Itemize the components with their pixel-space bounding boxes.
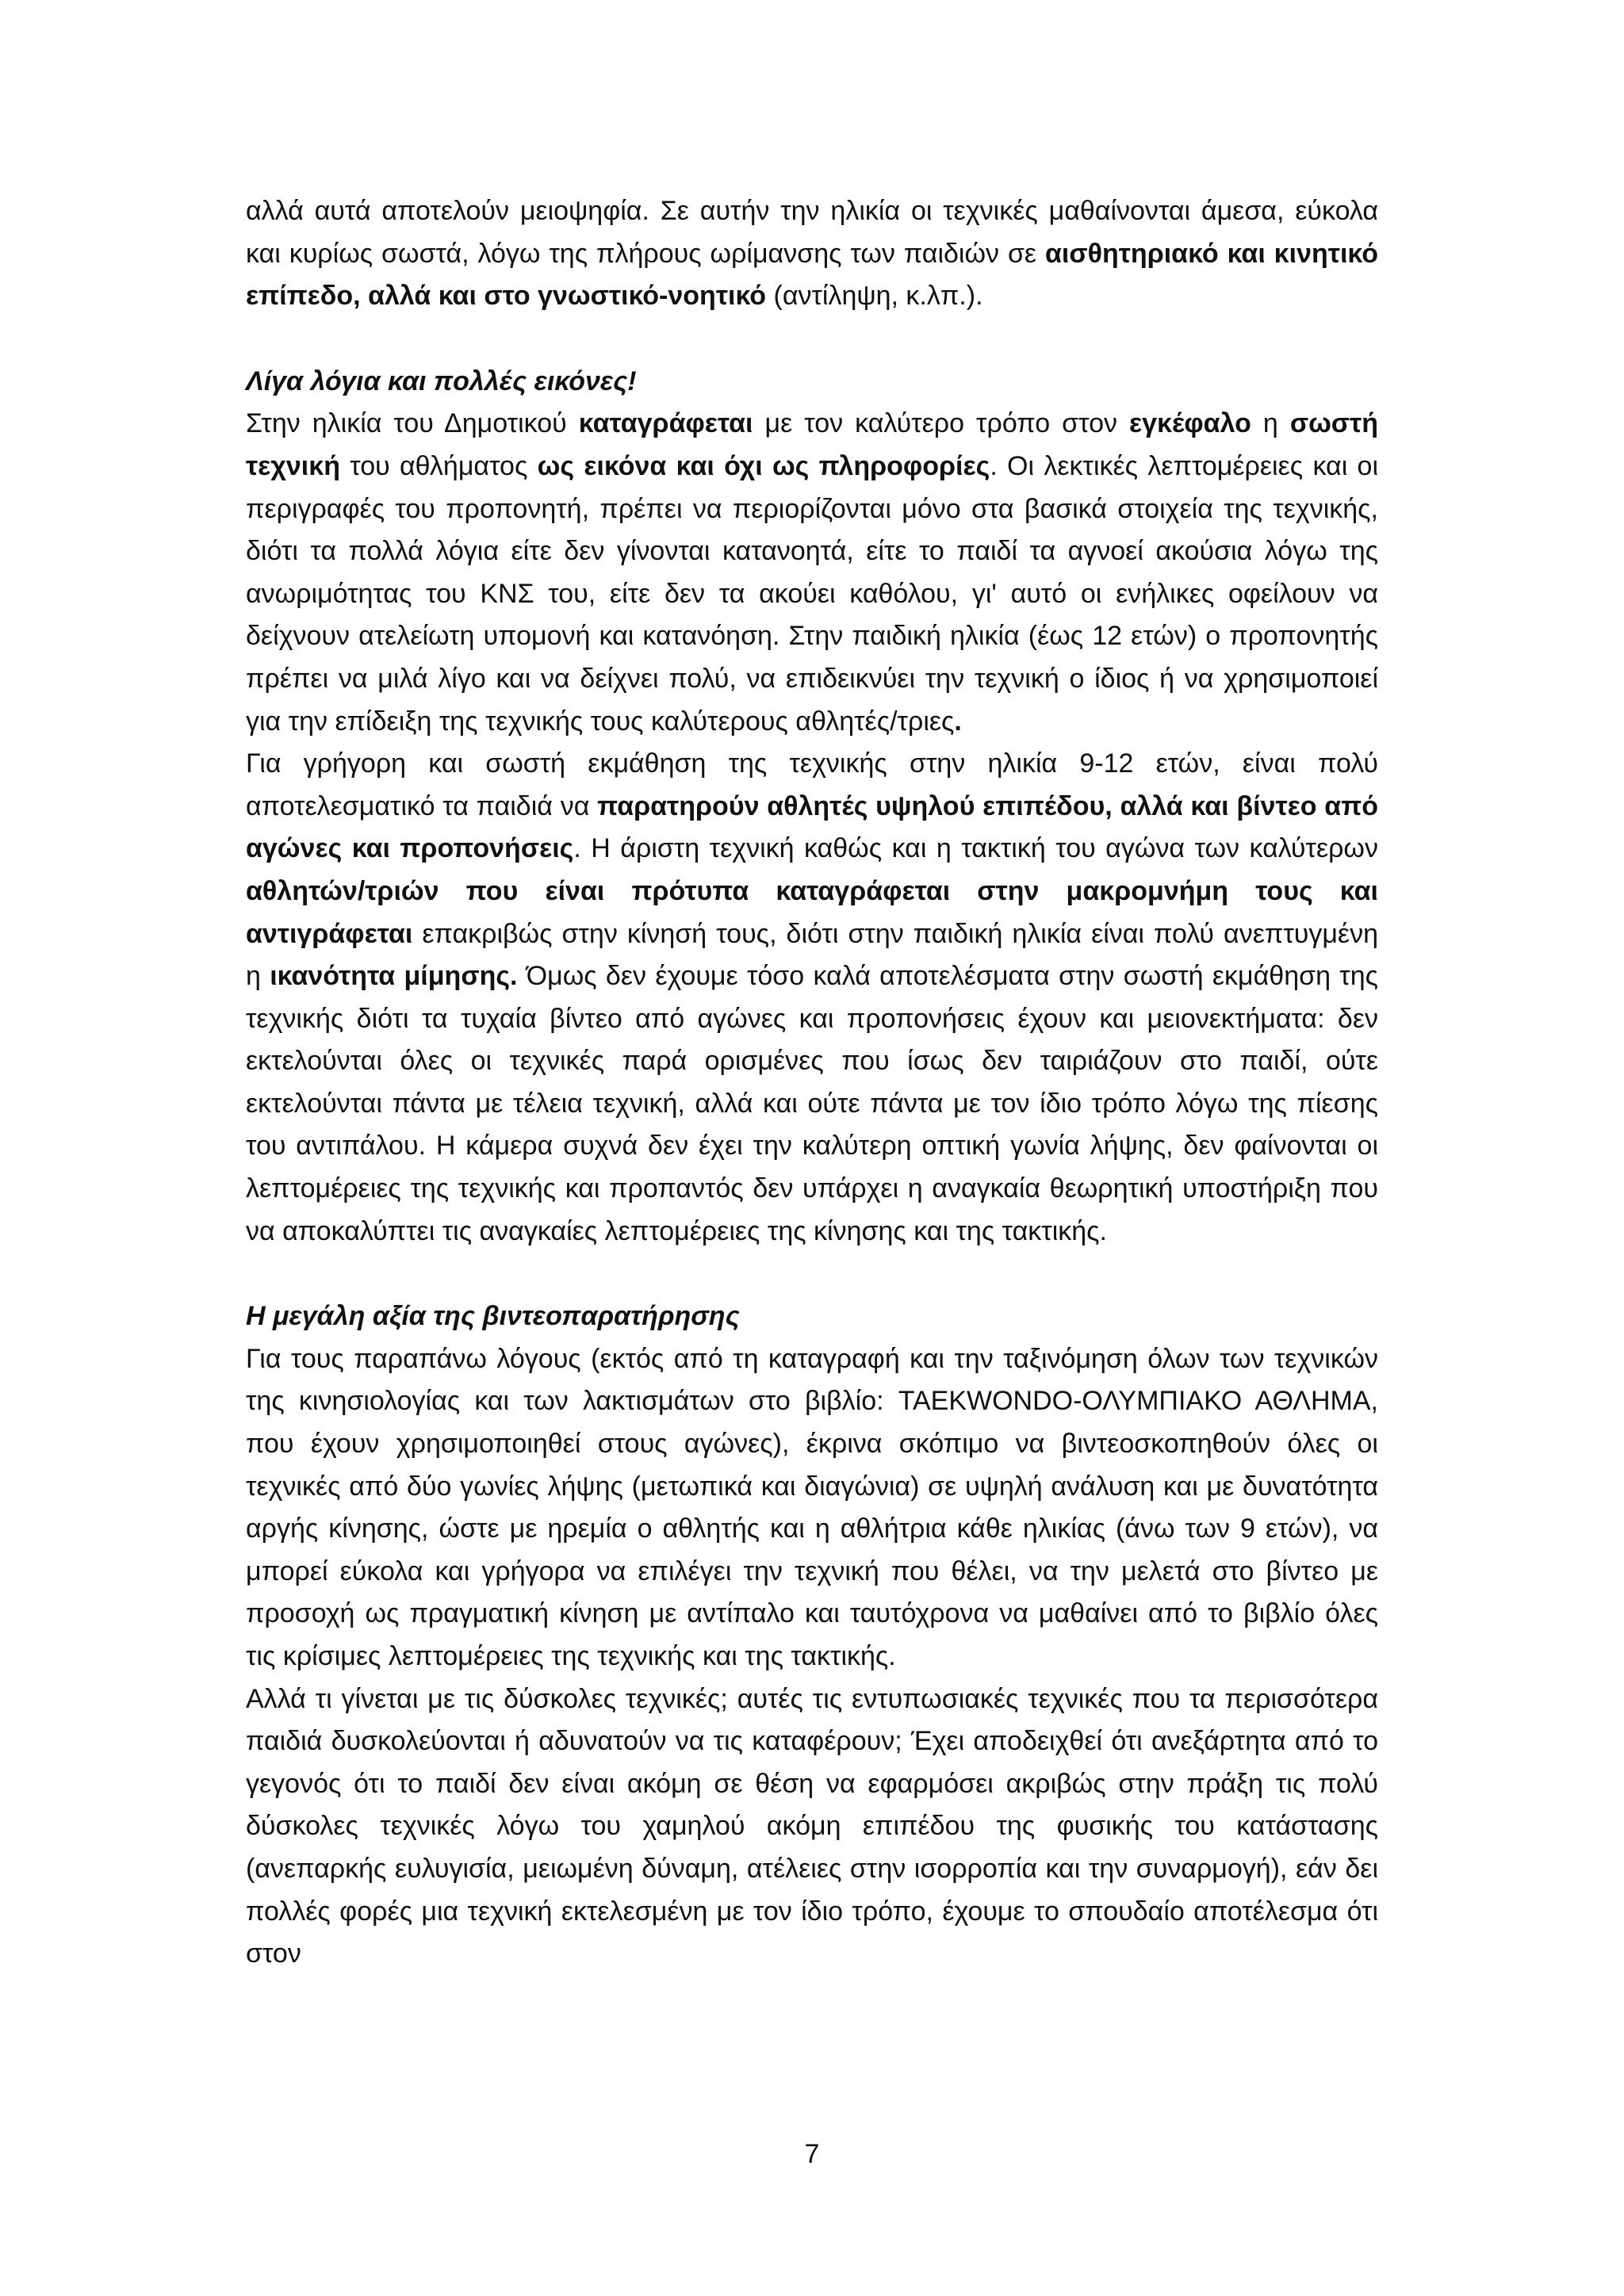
bold-text-run: παρατηρούν αθλητές υψηλού επιπέδου, αλλά και βίντεο από αγώνες και προπονήσεις <box>246 790 1378 864</box>
text-run: (αντίληψη, κ.λπ.). <box>766 281 983 312</box>
bold-text-run: ως εικόνα και όχι ως πληροφορίες <box>537 450 990 481</box>
paragraph-images-1 <box>246 403 1378 743</box>
text-run: . Οι λεκτικές λεπτομέρειες και οι περιγραφές του προπονητή, πρέπει να περιορίζονται μόνο στα βασικά στοιχεία της τεχνικής, διότι τα πολλά λόγια είτε δεν γίνονται κατανοητά, είτε το παιδί τα αγνοεί ακούσια λόγω της ανωριμότητας του ΚΝΣ του, είτε δεν τα ακούει καθόλου, γι' αυτό οι ενήλικες οφείλουν να δείχνουν ατελείωτη υπομονή και κατανόηση. Στην παιδική ηλικία (έως 12 ετών) ο προπονητής πρέπει να μιλά λίγο και να δείχνει πολύ, να επιδεικνύει την τεχνική ο ίδιος ή να χρησιμοποιεί για την επίδειξη της τεχνικής τους καλύτερους αθλητές/τριες <box>246 450 1379 737</box>
bold-text-run: καταγράφεται <box>578 408 753 439</box>
text-run: με τον καλύτερο τρόπο στον <box>753 408 1130 439</box>
text-run: η <box>1251 408 1290 439</box>
paragraph-spacer <box>246 1253 1378 1295</box>
paragraph-images-2 <box>246 743 1378 1253</box>
text-run: Όμως δεν έχουμε τόσο καλά αποτελέσματα στην σωστή εκμάθηση της τεχνικής διότι τα τυχαία βίντεο από αγώνες και προπονήσεις έχουν και μειονεκτήματα: δεν εκτελούνται όλες οι τεχνικές παρά ορισμένες που ίσως δεν ταιριάζουν στο παιδί, ούτε εκτελούνται πάντα με τέλεια τεχνική, αλλά και ούτε πάντα με τον ίδιο τρόπο λόγω της πίεσης του αντιπάλου. Η κάμερα συχνά δεν έχει την καλύτερη οπτική γωνία λήψης, δεν φαίνονται οι λεπτομέρειες της τεχνικής και προπαντός δεν υπάρχει η αναγκαία θεωρητική υποστήριξη που να αποκαλύπτει τις αναγκαίες λεπτομέρειες της κίνησης και της τακτικής. <box>246 961 1379 1246</box>
text-run: επακριβώς στην κίνησή τους, διότι στην παιδική ηλικία είναι πολύ ανεπτυγμένη η <box>246 918 1378 992</box>
bold-text-run: σωστή τεχνική <box>246 408 1378 481</box>
bold-text-run: ικανότητα μίμησης. <box>270 961 518 992</box>
paragraph-video-1: Για τους παραπάνω λόγους (εκτός από τη καταγραφή και την ταξινόμηση όλων των τεχνικών της κινησιολογίας και των λακτισμάτων στο βιβλίο: TAEKWONDO-ΟΛΥΜΠΙΑΚΟ ΑΘΛΗΜΑ, που έχουν χρησιμοποιηθεί στους αγώνες), έκρινα σκόπιμο να βιντεοσκοπηθούν όλες οι τεχνικές από δύο γωνίες λήψης (μετωπικά και διαγώνια) σε υψηλή ανάλυση και με δυνατότητα αργής κίνησης, ώστε με ηρεμία ο αθλητής και η αθλήτρια κάθε ηλικίας (άνω των 9 ετών), να μπορεί εύκολα και γρήγορα να επιλέγει την τεχνική που θέλει, να την μελετά στο βίντεο με προσοχή ως πραγματική κίνηση με αντίπαλο και ταυτόχρονα να μαθαίνει από το βιβλίο όλες τις κρίσιμες λεπτομέρειες της τεχνικής και της τακτικής. <box>246 1343 1378 1671</box>
paragraph-video-2: Αλλά τι γίνεται με τις δύσκολες τεχνικές; αυτές τις εντυπωσιακές τεχνικές που τα περισσότερα παιδιά δυσκολεύονται ή αδυνατούν να τις καταφέρουν; Έχει αποδειχθεί ότι ανεξάρτητα από το γεγονός ότι το παιδί δεν είναι ακόμη σε θέση να εφαρμόσει ακριβώς στην πράξη τις πολύ δύσκολες τεχνικές λόγω του χαμηλού ακόμη επιπέδου της φυσικής του κατάστασης (ανεπαρκής ευλυγισία, μειωμένη δύναμη, ατέλειες στην ισορροπία και την συναρμογή), εάν δει πολλές φορές μια τεχνική εκτελεσμένη με τον ίδιο τρόπο, έχουμε το σπουδαίο αποτέλεσμα ότι στον <box>246 1683 1378 1969</box>
intro-paragraph <box>246 190 1378 318</box>
section-heading-video: Η μεγάλη αξία της βιντεοπαρατήρησης <box>246 1301 740 1332</box>
text-run: του αθλήματος <box>339 450 538 481</box>
text-run: Για γρήγορη και σωστή εκμάθηση της τεχνικής στην ηλικία 9-12 ετών, είναι πολύ αποτελεσματικό τα παιδιά να <box>246 748 1378 821</box>
text-run: αλλά αυτά αποτελούν μειοψηφία. Σε αυτήν την ηλικία οι τεχνικές μαθαίνονται άμεσα, εύκολα και κυρίως σωστά, λόγω της πλήρους ωρίμανσης των παιδιών σε <box>246 196 1378 269</box>
bold-text-run: εγκέφαλο <box>1129 408 1251 439</box>
bold-text-run: . <box>954 706 962 737</box>
bold-text-run: αθλητών/τριών που είναι πρότυπα καταγράφεται στην μακρομνήμη τους και αντιγράφεται <box>246 875 1378 949</box>
text-run: Στην ηλικία του Δημοτικού <box>246 408 579 439</box>
section-heading-images: Λίγα λόγια και πολλές εικόνες! <box>246 365 637 396</box>
document-body <box>246 190 1378 1976</box>
page-number: 7 <box>804 2139 820 2169</box>
bold-text-run: αισθητηριακό και κινητικό επίπεδο, αλλά και στο γνωστικό-νοητικό <box>246 238 1378 312</box>
paragraph-spacer <box>246 318 1378 361</box>
text-run: . Η άριστη τεχνική καθώς και η τακτική του αγώνα των καλύτερων <box>573 833 1378 864</box>
